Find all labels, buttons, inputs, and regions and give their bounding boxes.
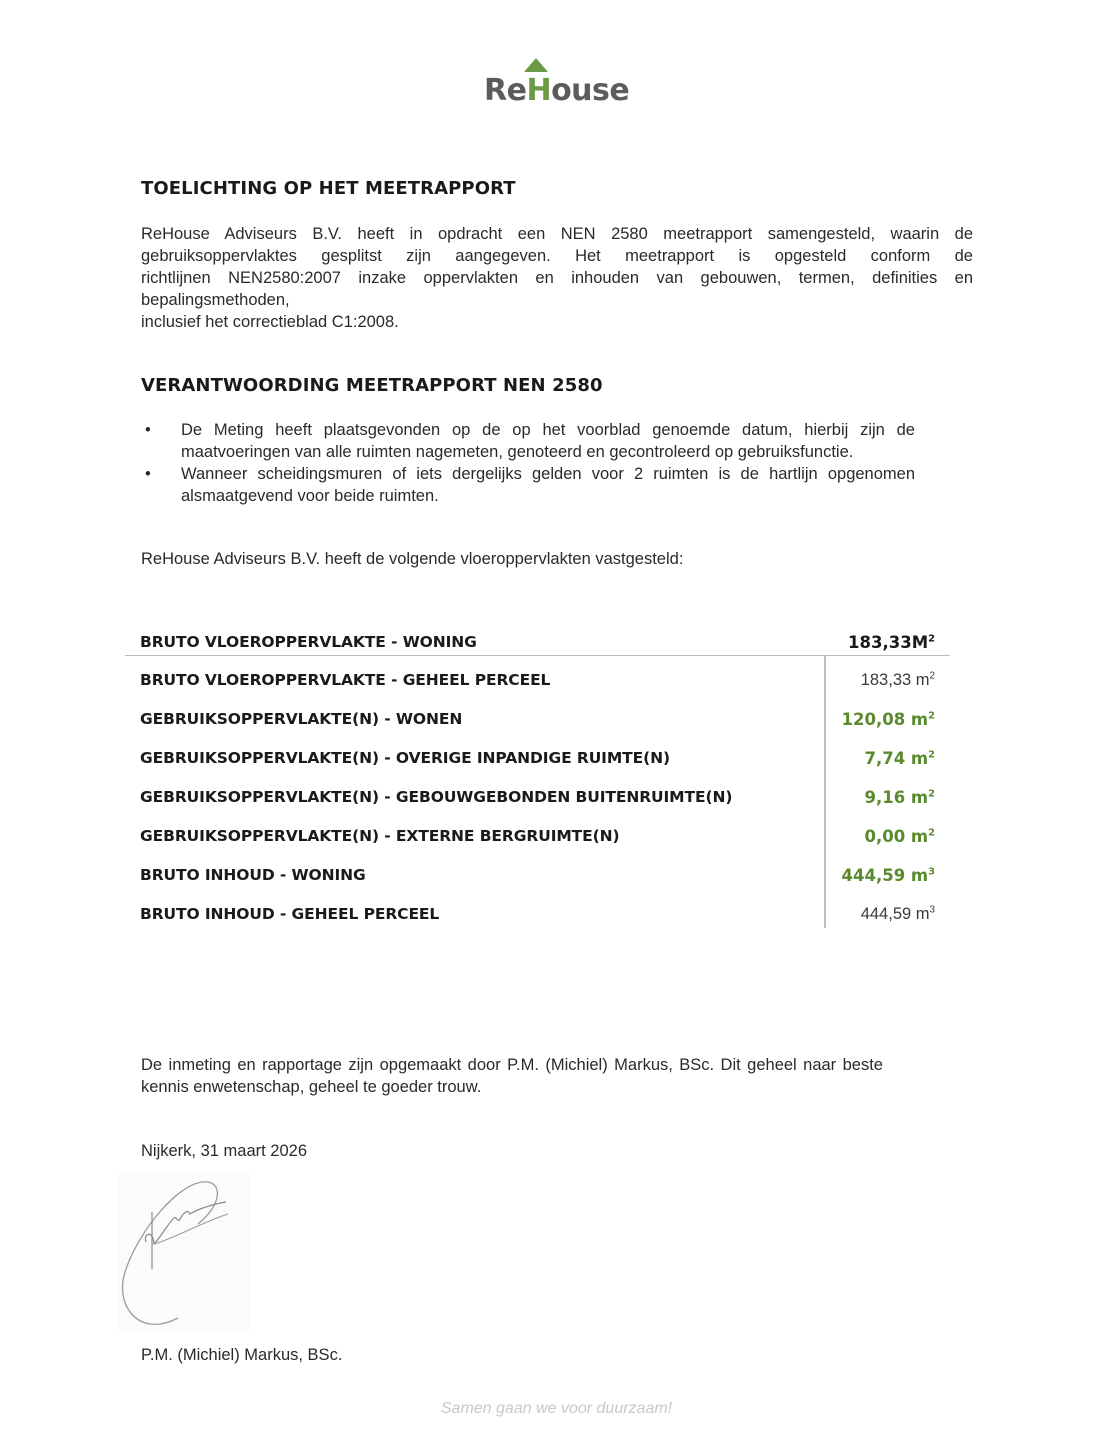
bullet-item [141, 463, 915, 507]
table-row [125, 900, 950, 939]
table-intro: ReHouse Adviseurs B.V. heeft de volgende vloeroppervlakten vastgesteld: [141, 550, 684, 568]
table-row [125, 744, 950, 783]
place-date: Nijkerk, 31 maart 2026 [141, 1142, 307, 1160]
area-table [125, 630, 950, 939]
row-value: 183,33 $m^2$ [860, 670, 935, 689]
table-row [125, 822, 950, 861]
table-body [125, 656, 950, 939]
rehouse-logo [484, 58, 630, 108]
row-label: BRUTO VLOEROPPERVLAKTE - WONING [140, 633, 477, 651]
row-label: BRUTO VLOEROPPERVLAKTE - GEHEEL PERCEEL [140, 671, 551, 689]
row-value: $183,33M^2$ [848, 633, 935, 652]
paragraph-line: inclusief het correctieblad C1:2008. [141, 313, 399, 331]
bullet-item [141, 419, 915, 463]
table-header-row [125, 630, 950, 656]
bullet-dot-icon: • [145, 421, 151, 439]
table-row [125, 861, 950, 900]
row-value: 120,08 $m^2$ [841, 710, 935, 729]
section-title-toelichting: TOELICHTING OP HET MEETRAPPORT [141, 178, 516, 199]
logo-wordmark: ReHouse [484, 73, 630, 108]
paragraph-line: richtlijnen NEN2580:2007 inzake oppervlakten en inhouden van gebouwen, termen, definities en [141, 269, 973, 287]
row-value: 444,59 $m^3$ [841, 866, 935, 885]
bullet-text: Wanneer scheidingsmuren of iets dergelijks gelden voor 2 ruimten is de hartlijn opgenomen alsmaatgevend voor beide ruimten. [181, 465, 915, 505]
footer-slogan: Samen gaan we voor duurzaam! [440, 1400, 673, 1417]
row-value: 9,16 $m^2$ [864, 788, 935, 807]
row-label: GEBRUIKSOPPERVLAKTE(N) - WONEN [140, 710, 463, 728]
table-row [125, 666, 950, 705]
bullet-text: De Meting heeft plaatsgevonden op de op het voorblad genoemde datum, hierbij zijn de maatvoeringen van alle ruimten nagemeten, genoteerd en gecontroleerd op gebruiksfunctie. [181, 421, 915, 461]
section-title-verantwoording: VERANTWOORDING MEETRAPPORT NEN 2580 [141, 375, 603, 396]
paragraph-line: gebruiksoppervlaktes gesplitst zijn aangegeven. Het meetrapport is opgesteld conform de [141, 247, 973, 265]
table-row [125, 705, 950, 744]
row-value: 0,00 $m^2$ [864, 827, 935, 846]
row-label: GEBRUIKSOPPERVLAKTE(N) - GEBOUWGEBONDEN BUITENRUIMTE(N) [140, 788, 733, 806]
row-label: GEBRUIKSOPPERVLAKTE(N) - OVERIGE INPANDIGE RUIMTE(N) [140, 749, 670, 767]
signature-icon [118, 1174, 250, 1330]
bullet-dot-icon: • [145, 465, 151, 483]
bullet-list [141, 419, 915, 507]
toelichting-paragraph [141, 223, 973, 333]
paragraph-line: bepalingsmethoden, [141, 291, 290, 309]
house-roof-icon [524, 58, 548, 72]
signer-name: P.M. (Michiel) Markus, BSc. [141, 1346, 343, 1364]
paragraph-line: ReHouse Adviseurs B.V. heeft in opdracht een NEN 2580 meetrapport samengesteld, waarin de [141, 225, 973, 243]
row-value: 7,74 $m^2$ [864, 749, 935, 768]
row-label: GEBRUIKSOPPERVLAKTE(N) - EXTERNE BERGRUIMTE(N) [140, 827, 620, 845]
row-label: BRUTO INHOUD - WONING [140, 866, 366, 884]
table-row [125, 783, 950, 822]
row-label: BRUTO INHOUD - GEHEEL PERCEEL [140, 905, 440, 923]
row-value: 444,59 $m^3$ [860, 904, 935, 923]
closing-statement: De inmeting en rapportage zijn opgemaakt door P.M. (Michiel) Markus, BSc. Dit geheel naar beste kennis enwetenschap, geheel te goeder trouw. [141, 1056, 883, 1096]
signature-image [118, 1174, 250, 1330]
